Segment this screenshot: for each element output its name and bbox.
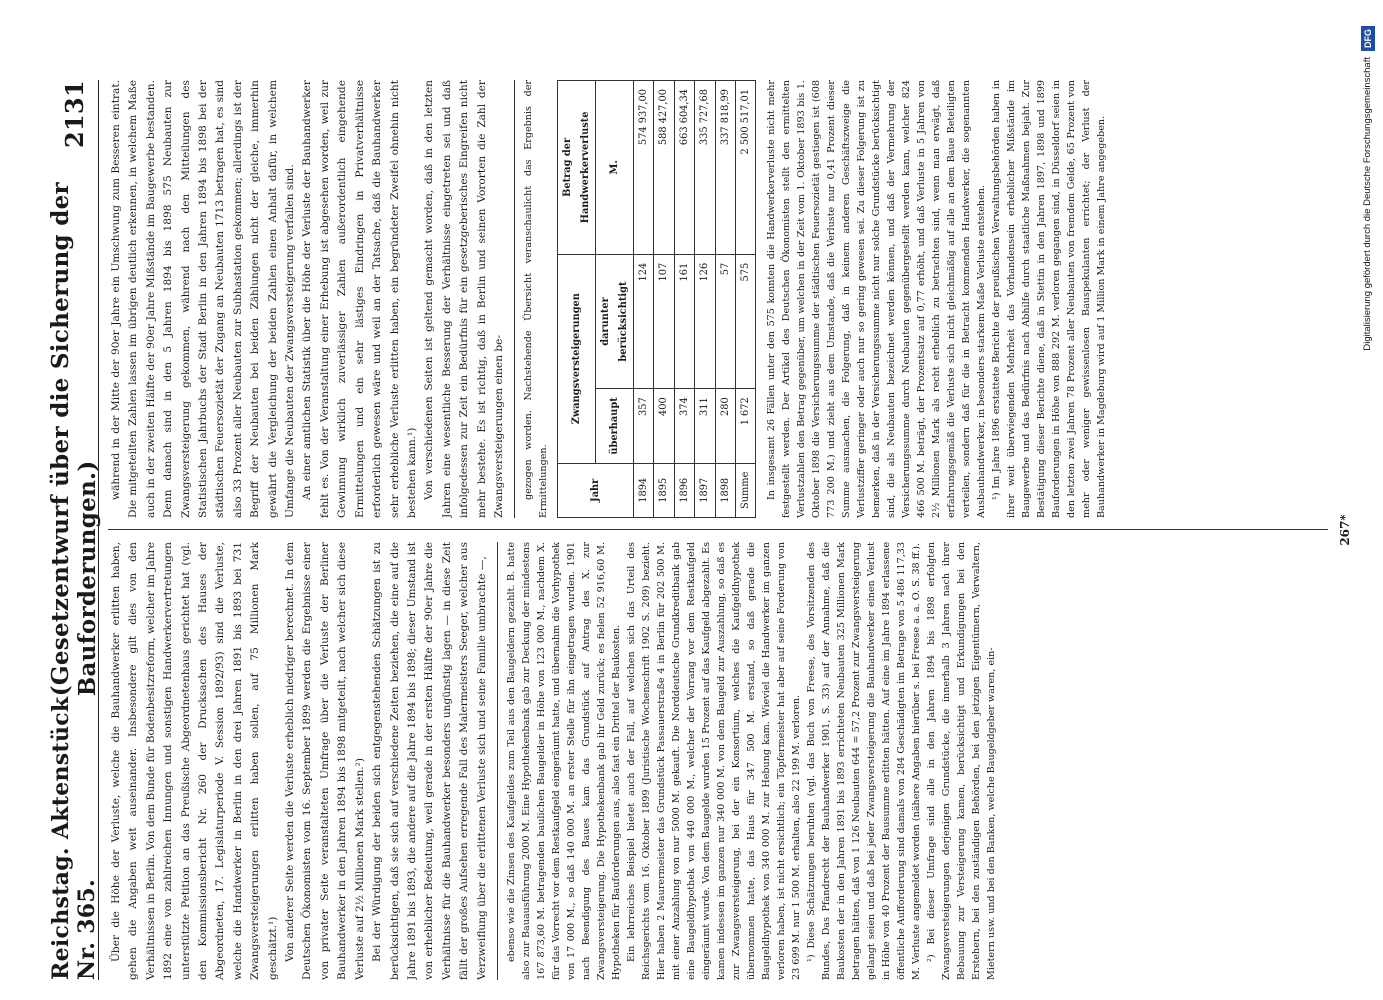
left-footnotes	[504, 542, 999, 980]
th-year: Jahr	[558, 463, 634, 517]
cell-considered: 124	[633, 254, 653, 388]
cell-considered: 57	[715, 254, 735, 388]
right-column	[108, 80, 1328, 518]
footnote: ebenso wie die Zinsen des Kaufgeldes zum Teil aus den Baugeldern gezahlt. B. hatte also zur Bauausführung 2000 M. Eine Hypothekenbank gab zur Deckung der mindestens 167 873,60 M. betragenden baulichen Baugelder in Höhe von 123 000 M., nachdem X. für das Vorrecht vor dem Restkaufgeld eingeräumt hatte, und übernahm die Vorhypothek von 17 000 M., so daß 140 000 M. an erster Stelle für ihn eingetragen wurden. 1901 nach Beendigung des Baues kam das Grundstück auf Antrag des X. zur Zwangsversteigerung. Die Hypothekenbank gab ihr Geld zurück; es fielen 52 916,60 M. Hypotheken für Bauforderungen aus, also fast ein Drittel der Baukosten.	[505, 542, 622, 980]
footnote: Ein lehrreiches Beispiel bietet auch der Fall, auf welchen sich das Urteil des Reichsgerichts vom 16. Oktober 1899 (Juristische Wochenschrift 1902 S. 209) bezieht. Hier haben 2 Maurermeister das Grundstück Passauerstraße 4 in Berlin für 202 500 M. mit einer Anzahlung von nur 5000 M. gekauft. Die Norddeutsche Grundkreditbank gab eine Baugeldhypothek von 440 000 M., welcher der Vorrang vor dem Restkaufgeld eingeräumt wurde. Von dem Baugelde wurden 15 Prozent auf das Kaufgeld abgezahlt. Es kamen indessen im ganzen nur 340 000 M. von dem Baugeld zur Auszahlung, so daß es zur Zwangsversteigerung, bei der ein Konsortium, welches die Kaufgeldhypothek übernommen hatte, das Haus für 347 500 M. erstand, so daß gerade die Baugeldhypothek von 340 000 M. zur Hebung kam. Wieviel die Handwerker im ganzen verloren haben, ist nicht ersichtlich; ein Töpfermeister hat aber auf seine Forderung von 23 699 M. nur 1 500 M. erhalten, also 22 199 M. verloren.	[625, 542, 802, 980]
digitization-credit	[1357, 20, 1379, 980]
left-paragraph: Bei der Würdigung der beiden sich entgegenstehenden Schätzungen ist zu berücksichtigen, daß sie sich auf verschiedene Zeiten beziehen, die eine auf die Jahre 1891 bis 1893, die andere auf die Jahre 1894 bis 1898; dieser Umstand ist von erheblicher Bedeutung, weil gerade in der ersten Hälfte der 90er Jahre die Verhältnisse für die Bauhandwerker besonders ungünstig lagen — in diese Zeit fällt der großes Aufsehen erregende Fall des Malermeisters Seeger, welcher aus Verzweiflung über die erlittenen Verluste sich und seine Familie umbrachte —,	[371, 542, 488, 980]
cell-amount: 335 727,68	[695, 81, 715, 255]
sheet-mark: 267*	[1338, 514, 1352, 546]
header-left: Reichstag. Aktenstück Nr. 365.	[48, 696, 100, 980]
cell-total: 311	[695, 389, 715, 463]
footnote: ¹) Diese Schätzungen beruhten (vgl. das Buch von Freese, des Vorsitzenden des Bundes, Das Pfandrecht der Bauhandwerker 1901, S. 33) auf der Annahme, daß die Baukosten der in den Jahren 1891 bis 1893 errichteten Neubauten 325 Millionen Mark betragen hätten, daß von 1 126 Neubauten 644 = 57,2 Prozent zur Zwangsversteigerung gelangt seien und daß bei jeder Zwangsversteigerung die Bauhandwerker einen Verlust in Höhe von 40 Prozent der Bausumme erlitten hätten. Auf eine im Jahre 1894 erlassene öffentliche Aufforderung sind damals von 284 Geschädigten im Betrage von 5 486 117,33 M. Verluste angemeldet worden (nähere Angaben hierüber s. bei Freese a. a. O. S. 38 ff.).	[805, 542, 922, 980]
footnote: ²) Bei dieser Umfrage sind alle in den Jahren 1894 bis 1898 erfolgten Zwangsversteigerungen derjenigen Grundstücke, die innerhalb 3 Jahren nach ihrer Bebauung zur Versteigerung kamen, berücksichtigt und Erkundigungen bei den Erstehern, bei den zuständigen Behörden, bei den jetzigen Eigentümern, Verwaltern, Mietern usw. und bei den Banken, welche Baugeldgeber waren, ein-	[925, 542, 997, 980]
table-row	[674, 81, 694, 518]
footnote-intro: gezogen worden. Nachstehende Übersicht veranschaulicht das Ergebnis der Ermittelungen.	[523, 80, 550, 518]
right-paragraph: Von verschiedenen Seiten ist geltend gemacht worden, daß in den letzten Jahren eine wesentliche Besserung der Verhältnisse eingetreten sei und daß infolgedessen zur Zeit ein Bedürfnis für ein gesetzgeberisches Eingreifen nicht mehr bestehe. Es ist richtig, daß in Berlin und seinen Vororten die Zahl der Zwangsversteigerungen einen be-	[423, 80, 505, 518]
table-row	[695, 81, 715, 518]
sum-total: 1 672	[736, 389, 756, 463]
cell-total: 280	[715, 389, 735, 463]
left-column	[108, 542, 1328, 980]
text-columns	[108, 80, 1328, 980]
cell-year: 1897	[695, 463, 715, 517]
footnote-rule	[514, 80, 515, 518]
left-paragraph: Über die Höhe der Verluste, welche die Bauhandwerker erlitten haben, gehen die Angaben weit auseinander. Insbesondere gilt dies von den Verhältnissen in Berlin. Von dem Bunde für Bodenbesitzreform, welcher im Jahre 1892 eine von zahlreichen Innungen und sonstigen Handwerkervertretungen unterstützte Petition an das Preußische Abgeordnetenhaus gerichtet hat (vgl. den Kommissionsbericht Nr. 260 der Drucksachen des Hauses der Abgeordneten, 17. Legislaturperiode V. Session 1892/93) sind die Verluste, welche die Handwerker in Berlin in den drei Jahren 1891 bis 1893 bei 731 Zwangsversteigerungen erlitten haben sollen, auf 75 Millionen Mark geschätzt.¹)	[110, 542, 279, 980]
th-unit: M.	[596, 81, 634, 255]
right-footnotes	[521, 80, 1109, 518]
right-paragraph: An einer amtlichen Statistik über die Höhe der Verluste der Bauhandwerker fehlt es. Von der Veranstaltung einer Erhebung ist abgesehen worden, weil zur Gewinnung wirklich zuverlässiger Zahlen außerordentlich eingehende Ermittelungen und ein sehr lästiges Eindringen in Privatverhältnisse erforderlich gewesen wäre und weil an der Tatsache, daß die Bauhandwerker sehr erhebliche Verluste erlitten haben, ein begründeter Zweifel ohnehin nicht bestehen kann.¹)	[301, 80, 418, 518]
th-considered: darunter berücksichtigt	[596, 254, 634, 388]
cell-year: 1896	[674, 463, 694, 517]
cell-amount: 337 818,99	[715, 81, 735, 255]
th-group: Zwangsversteigerungen	[558, 254, 596, 463]
header-rule	[98, 80, 99, 980]
cell-year: 1894	[633, 463, 653, 517]
th-amount: Betrag der Handwerkerverluste	[558, 81, 596, 255]
cell-total: 400	[654, 389, 674, 463]
cell-considered: 161	[674, 254, 694, 388]
footnote: ¹) Im Jahre 1896 erstattete Berichte der preußischen Verwaltungsbehörden haben in ihrer weit überwiegenden Mehrheit das Vorhandensein erheblicher Mißstände im Baugewerbe und das Bedürfnis nach Abhilfe durch staatliche Maßnahmen bejaht. Zur Bestätigung dieser Berichte diene, daß in Stettin in den Jahren 1897, 1898 und 1899 Bauforderungen in Höhe von 888 292 M. verloren gegangen sind, in Düsseldorf seien in den letzten zwei Jahren 78 Prozent aller Neubauten von fremdem Gelde, 65 Prozent von mehr oder weniger gewissenlosen Bauspekulanten errichtet; der Verlust der Bauhandwerker in Magdeburg wird auf 1 Million Mark in einem Jahre angegeben.	[991, 80, 1108, 518]
footnote-rule	[497, 542, 498, 980]
credit-text: Digitalisierung gefördert durch die Deutsche Forschungsgemeinschaft	[1362, 57, 1373, 351]
table-row	[654, 81, 674, 518]
cell-amount: 574 937,00	[633, 81, 653, 255]
dfg-logo: DFG	[1361, 26, 1375, 51]
cell-considered: 107	[654, 254, 674, 388]
page-header	[47, 80, 101, 980]
th-total: überhaupt	[596, 389, 634, 463]
cell-amount: 588 427,00	[654, 81, 674, 255]
header-title: (Gesetzentwurf über die Sicherung der Bauforderungen.)	[47, 182, 101, 697]
table-row	[715, 81, 735, 518]
column-divider	[108, 529, 1328, 530]
cell-year: 1898	[715, 463, 735, 517]
right-paragraph: während in der Mitte der 90er Jahre ein Umschwung zum Besseren eintrat. Die mitgeteilten Zahlen lassen im übrigen deutlich erkennen, in welchem Maße auch in der zweiten Hälfte der 90er Jahre Mißstände im Baugewerbe bestanden. Denn danach sind in den 5 Jahren 1894 bis 1898 575 Neubauten zur Zwangsversteigerung gekommen, während nach den Mitteilungen des Statistischen Jahrbuchs der Stadt Berlin in den Jahren 1894 bis 1898 bei der städtischen Feuersozietät der Zugang an Neubauten 1713 betragen hat, es sind also 33 Prozent aller Neubauten zur Subhastation gekommen; allerdings ist der Begriff der Neubauten bei beiden Zählungen nicht der gleiche, immerhin gewährt die Vergleichung der beiden Zahlen einen Anhalt dafür, in welchem Umfange die Neubauten der Zwangsversteigerung verfallen sind.	[110, 80, 297, 518]
page-number: 2131	[59, 80, 89, 148]
cell-considered: 126	[695, 254, 715, 388]
cell-total: 357	[633, 389, 653, 463]
table-sum-row	[736, 81, 756, 518]
table-body	[633, 81, 735, 518]
cell-total: 374	[674, 389, 694, 463]
document-page	[47, 60, 1370, 1000]
sum-label: Summe	[736, 463, 756, 517]
cell-year: 1895	[654, 463, 674, 517]
losses-table	[557, 80, 756, 518]
cell-amount: 663 604,34	[674, 81, 694, 255]
table-row	[633, 81, 653, 518]
sum-amount: 2 500 517,01	[736, 81, 756, 255]
sum-considered: 575	[736, 254, 756, 388]
left-paragraph: Von anderer Seite werden die Verluste erheblich niedriger berechnet. In dem Deutschen Ökonomisten vom 16. September 1899 werden die Ergebnisse einer von privater Seite veranstalteten Umfrage über die Verluste der Berliner Bauhandwerker in den Jahren 1894 bis 1898 mitgeteilt, nach welcher sich diese Verluste auf 2½ Millionen Mark stellen.²)	[284, 542, 366, 980]
footnote: In insgesamt 26 Fällen unter den 575 konnten die Handwerkerverluste nicht mehr festgestellt werden. Der Artikel des Deutschen Ökonomisten stellt den ermittelten Verlustzahlen den Betrag gegenüber, um welchen in der Zeit vom 1. Oktober 1893 bis 1. Oktober 1898 die Versicherungssumme der städtischen Feuersozietät gestiegen ist (608 773 200 M.) und zieht aus dem Umstande, daß die Verluste nur 0,41 Prozent dieser Summe ausmachen, die Folgerung, daß in keinem anderen Geschäftszweige die Verlustziffer geringer oder auch nur so gering gewesen sei. Zu dieser Folgerung ist zu bemerken, daß in der Versicherungssumme nicht nur solche Grundstücke berücksichtigt sind, die als Neubauten bezeichnet werden können, und daß der Vermehrung der Versicherungssumme durch Neubauten gegenübergestellt werden kann, welcher 824 466 500 M. beträgt, der Prozentsatz auf 0,77 erhöht, und daß Verluste in 5 Jahren von 2½ Millionen Mark als recht erheblich zu betrachten sind, wenn man erwägt, daß erfahrungsgemäß die Verluste sich nicht gleichmäßig auf alle an dem Baue Beteiligten verteilen, sondern daß für die in Betracht kommenden Handwerker, die sogenannten Ausbauhandwerker, in besonders starkem Maße Verluste entstehen.	[766, 80, 988, 518]
